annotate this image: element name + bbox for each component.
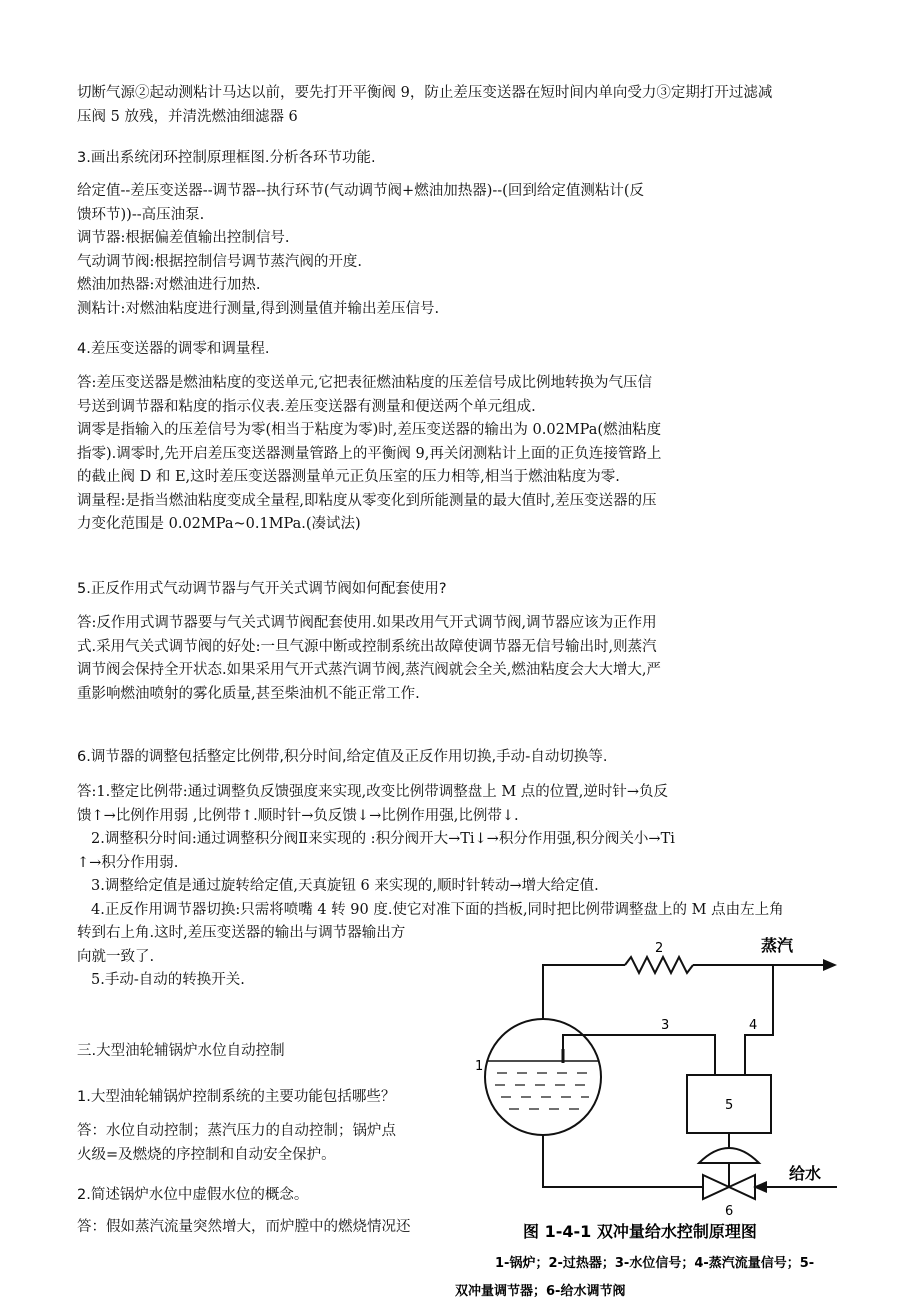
label-steam: 蒸汽 xyxy=(761,936,794,955)
text-line: 答:1.整定比例带:通过调整负反馈强度来实现,改变比例带调整盘上 M 点的位置,逆时针→负反 xyxy=(77,784,669,800)
text-line: 馈↑→比例作用弱 ,比例带↑.顺时针→负反馈↓→比例作用强,比例带↓. xyxy=(77,807,519,824)
text-line: 馈环节))--高压油泵. xyxy=(77,206,205,223)
feedwater-valve-right xyxy=(729,1175,755,1199)
intro-paragraph xyxy=(77,82,772,129)
question-6-title: 6.调节器的调整包括整定比例带,积分时间,给定值及正反作用切换,手动-自动切换等. xyxy=(77,749,608,765)
section-3-q2-answer xyxy=(77,1216,411,1240)
text-line: 式.采用气关式调节阀的好处:一旦气源中断或控制系统出故障使调节器无信号输出时,则蒸汽 xyxy=(77,638,657,655)
text-line: 的截止阀 D 和 E,这时差压变送器测量单元正负压室的压力相等,相当于燃油粘度为零. xyxy=(77,469,620,485)
figure-legend-line-2: 双冲量调节器；6-给水调节阀 xyxy=(455,1284,626,1299)
text-line: 号送到调节器和粘度的指示仪表.差压变送器有测量和便送两个单元组成. xyxy=(77,398,536,415)
label-5: 5 xyxy=(725,1098,734,1113)
text-line: 力变化范围是 0.02MPa~0.1MPa.(凑试法) xyxy=(77,516,361,532)
question-5-title: 5.正反作用式气动调节器与气开关式调节阀如何配套使用? xyxy=(77,581,447,597)
text-line: 5.手动-自动的转换开关. xyxy=(91,972,245,988)
question-3-answer xyxy=(77,180,644,321)
text-line: 给定值--差压变送器--调节器--执行环节(气动调节阀+燃油加热器)--(回到给定值测粘计(反 xyxy=(77,183,644,199)
label-1: 1 xyxy=(475,1059,484,1074)
text-line: 答：水位自动控制；蒸汽压力的自动控制；锅炉点 xyxy=(77,1123,396,1139)
text-line: 气动调节阀:根据控制信号调节蒸汽阀的开度. xyxy=(77,253,362,270)
question-5-answer xyxy=(77,612,661,706)
text-line: 调量程:是指当燃油粘度变成全量程,即粘度从零变化到所能测量的最大值时,差压变送器的压 xyxy=(77,492,657,509)
text-line: 压阀 5 放残，并清洗燃油细滤器 6 xyxy=(77,108,298,125)
text-line: 调节阀会保持全开状态.如果采用气开式蒸汽调节阀,蒸汽阀就会全关,燃油粘度会大大增大,严 xyxy=(77,662,661,678)
boiler-drum xyxy=(485,1019,601,1135)
water-level-signal-line xyxy=(563,1035,715,1075)
label-feedwater: 给水 xyxy=(789,1164,822,1183)
text-line: 切断气源②起动测粘计马达以前，要先打开平衡阀 9，防止差压变送器在短时间内单向受力③定期打开过滤减 xyxy=(77,85,773,101)
label-4: 4 xyxy=(749,1018,758,1033)
text-line: 3.调整给定值是通过旋转给定值,天真旋钮 6 来实现的,顺时针转动→增大给定值. xyxy=(91,878,599,894)
text-line: 答:反作用式调节器要与气关式调节阀配套使用.如果改用气开式调节阀,调节器应该为正作用 xyxy=(77,615,657,631)
text-line: 答:差压变送器是燃油粘度的变送单元,它把表征燃油粘度的压差信号成比例地转换为气压信 xyxy=(77,375,652,391)
text-line: 测粘计:对燃油粘度进行测量,得到测量值并输出差压信号. xyxy=(77,300,440,317)
section-3-q1-answer xyxy=(77,1120,396,1167)
text-line: 火级=及燃烧的序控制和自动安全保护。 xyxy=(77,1146,336,1163)
question-4-title: 4.差压变送器的调零和调量程. xyxy=(77,341,270,357)
text-line: ↑→积分作用弱. xyxy=(77,854,179,871)
text-line: 重影响燃油喷射的雾化质量,甚至柴油机不能正常工作. xyxy=(77,685,420,702)
text-line: 燃油加热器:对燃油进行加热. xyxy=(77,277,261,293)
water-waves xyxy=(495,1073,589,1109)
figure-legend-line-1: 1-锅炉；2-过热器；3-水位信号；4-蒸汽流量信号；5- xyxy=(495,1256,815,1271)
text-line: 2.调整积分时间:通过调整积分阀Ⅱ来实现的 :积分阀开大→Ti↓→积分作用强,积分阀关小→Ti xyxy=(91,831,675,847)
text-line: 调节器:根据偏差值输出控制信号. xyxy=(77,230,290,246)
steam-pipe xyxy=(543,965,625,1019)
section-3-q1-title: 1.大型油轮辅锅炉控制系统的主要功能包括哪些？ xyxy=(77,1089,396,1105)
section-3-title: 三.大型油轮辅锅炉水位自动控制 xyxy=(77,1043,285,1059)
label-3: 3 xyxy=(661,1018,670,1033)
feedwater-control-diagram xyxy=(455,925,865,1302)
label-2: 2 xyxy=(655,941,664,956)
question-3-title: 3.画出系统闭环控制原理框图.分析各环节功能. xyxy=(77,150,376,166)
feedwater-pipe xyxy=(543,1135,703,1187)
text-line: 向就一致了. xyxy=(77,948,155,965)
actuator-diaphragm xyxy=(699,1148,759,1163)
superheater-coil xyxy=(625,957,693,973)
question-4-answer xyxy=(77,372,661,537)
feedwater-valve xyxy=(703,1175,729,1199)
figure-caption: 图 1-4-1 双冲量给水控制原理图 xyxy=(523,1222,757,1241)
text-line: 转到右上角.这时,差压变送器的输出与调节器输出方 xyxy=(77,925,406,941)
text-line: 4.正反作用调节器切换:只需将喷嘴 4 转 90 度.使它对准下面的挡板,同时把比例带调整盘上的 M 点由左上角 xyxy=(91,901,784,918)
section-3-q2-title: 2.简述锅炉水位中虚假水位的概念。 xyxy=(77,1187,309,1203)
steam-arrow-icon xyxy=(823,959,837,971)
text-line: 指零).调零时,先开启差压变送器测量管路上的平衡阀 9,再关闭测粘计上面的正负连接管路上 xyxy=(77,445,662,462)
text-line: 答：假如蒸汽流量突然增大，而炉膛中的燃烧情况还 xyxy=(77,1219,411,1235)
text-line: 调零是指输入的压差信号为零(相当于粘度为零)时,差压变送器的输出为 0.02MPa(燃油粘度 xyxy=(77,422,662,438)
label-6: 6 xyxy=(725,1204,734,1219)
